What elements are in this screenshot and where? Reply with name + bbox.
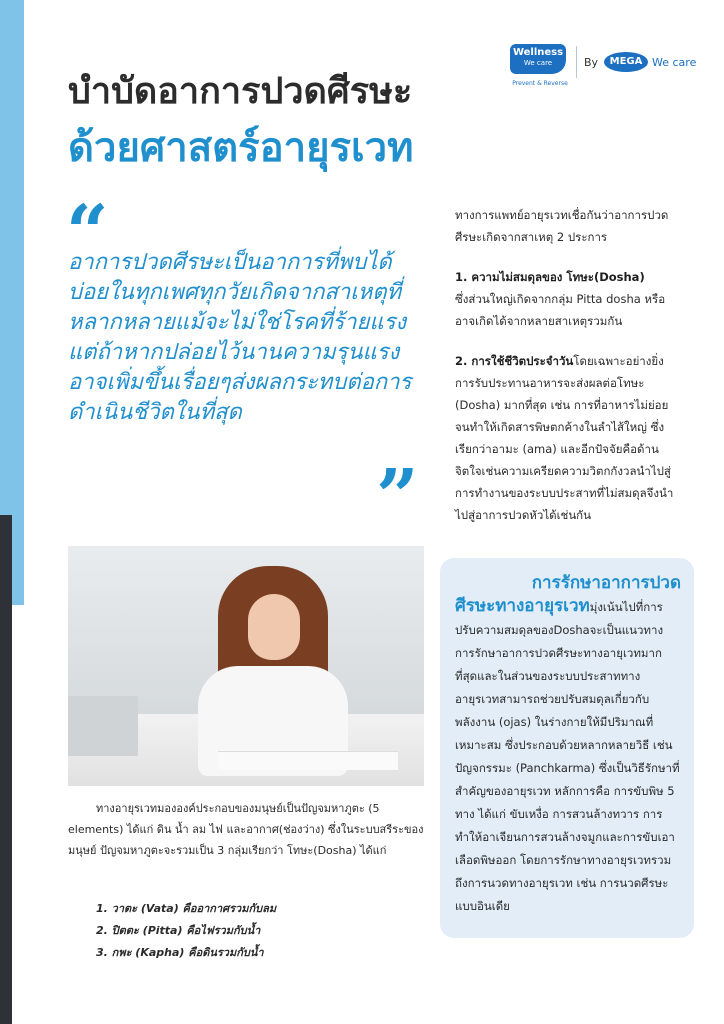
causes-column [455,204,680,526]
list-item: 2. ปิตตะ (Pitta) คือไฟรวมกับน้ำ [96,924,261,937]
cause-2-title: 2. การใช้ชีวิตประจำวัน [455,354,574,368]
dosha-list [96,898,276,964]
logo-by-text: By [584,56,599,69]
elements-text: ทางอายุรเวทมององค์ประกอบของมนุษย์เป็นปัญจมหาภูตะ (5 elements) ได้แก่ ดิน น้ำ ลม ไฟ และอากาศ(ช่องว่าง) ซึ่งในระบบสรีระของมนุษย์ ปัญจมหาภูตะจะรวมเป็น 3 กลุ่มเรียกว่า โทษะ(Dosha) ได้แก่ [68,802,424,857]
side-dark-bar [0,515,12,1024]
wellness-tagline: Prevent & Reverse [512,80,568,87]
cause-1-title: 1. ความไม่สมดุลของ โทษะ(Dosha) [455,270,645,284]
cause-2-text: โดยเฉพาะอย่างยิ่งการรับประทานอาหารจะส่งผลต่อโทษะ (Dosha) มากที่สุด เช่น การที่อาหารไม่ย่อยจนทำให้เกิดสารพิษตกค้างในลำไส้ใหญ่ ซึ่งเรียกว่าอามะ (ama) และอีกปัจจัยคือด้านจิตใจเช่นความเครียดความวิตกกังวลนำไปสู่การทำงานของระบบประสาทที่ไม่สมดุลจึงนำไปสู่อาการปวดหัวได้เช่นกัน [455,354,674,522]
elements-paragraph [68,798,424,861]
treatment-heading-line2: ศีรษะทางอายุรเวท [455,596,590,616]
wellness-logo-subtext: We care [523,59,553,67]
cause-2 [455,350,680,526]
treatment-text: มุ่งเน้นไปที่การปรับความสมดุลของDoshaจะเป็นแนวทางการรักษาอาการปวดศีรษะทางอายุเวทมากที่สุดและในส่วนของระบบประสาททางอายุรเวทสามารถช่วยปรับสมดุลเกี่ยวกับพลังงาน (ojas) ในร่างกายให้มีปริมาณที่เหมาะสม ซึ่งประกอบด้วยหลากหลายวิธี เช่น ปัญจกรรมะ (Panchkarma) ซึ่งเป็นวิธีรักษาที่สำคัญของอายุรเวท หลักการคือ การขับพิษ 5 ทาง ได้แก่ ขับเหงื่อ การสวนล้างทวาร การทำให้อาเจียนการสวนล้างจมูกและการขับเอาเลือดพิษออก โดยการรักษาทางอายุรเวทรวมถึงการนวดทางอายุรเวท เช่น การนวดศีรษะแบบอินเดีย [455,600,680,913]
pull-quote: อาการปวดศีรษะเป็นอาการที่พบได้บ่อยในทุกเพศทุกวัยเกิดจากสาเหตุที่หลากหลายแม้จะไม่ใช่โรคที่ร้ายแรงแต่ถ้าหากปล่อยไว้นานความรุนแรงอาจเพิ่มขึ้นเรื่อยๆส่งผลกระทบต่อการดำเนินชีวิตในที่สุด [68,250,412,425]
list-item: 1. วาตะ (Vata) คืออากาศรวมกับลม [96,902,277,915]
treatment-text-block [455,572,681,918]
logo-divider [576,46,577,78]
headache-woman-photo [68,546,424,786]
page-title-line2: ด้วยศาสตร์อายุรเวท [68,125,414,171]
quote-open-icon: “ [66,190,109,276]
wellness-logo-text: Wellness [512,47,564,58]
mega-logo: MEGA [604,52,648,72]
wellness-logo [510,44,566,74]
page-title-line1: บำบัดอาการปวดศีรษะ [68,71,413,112]
list-item: 3. กพะ (Kapha) คือดินรวมกับน้ำ [96,946,264,959]
cause-1 [455,266,680,332]
quote-close-icon: ” [376,454,419,540]
treatment-heading-line1: การรักษาอาการปวด [531,573,681,593]
mega-wecare-text: We care [652,56,697,69]
cause-1-text: ซึ่งส่วนใหญ่เกิดจากกลุ่ม Pitta dosha หรืออาจเกิดได้จากหลายสาเหตุรวมกัน [455,292,666,328]
causes-intro: ทางการแพทย์อายุรเวทเชื่อกันว่าอาการปวดศีรษะเกิดจากสาเหตุ 2 ประการ [455,208,669,244]
